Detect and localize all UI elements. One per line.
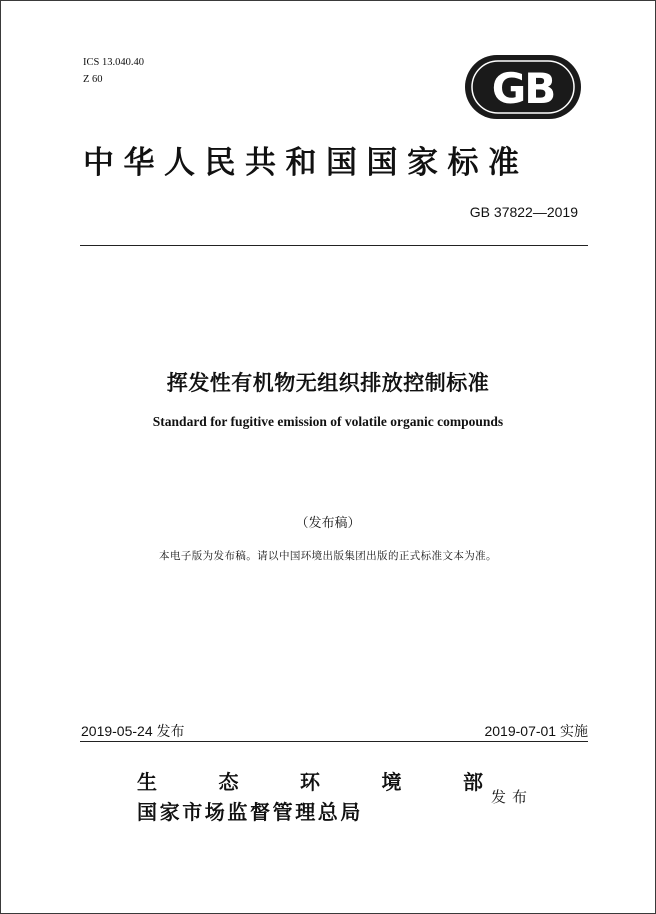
issuing-authorities (137, 767, 483, 827)
implementation-date (484, 721, 588, 741)
issuer-char: 生 (137, 770, 157, 794)
publish-label: 发布 (491, 788, 534, 806)
header-divider (80, 245, 588, 246)
ics-code: ICS 13.040.40 (83, 57, 144, 68)
issuer-char: 境 (381, 770, 402, 794)
publish-date-value: 2019-05-24 (81, 723, 153, 739)
standard-title-cn: 挥发性有机物无组织排放控制标准 (166, 371, 490, 395)
ccs-code: Z 60 (83, 74, 103, 85)
issuer-market-regulation: 国家市场监督管理总局 (137, 800, 363, 824)
issuer-char: 态 (218, 770, 239, 794)
publish-date (81, 721, 185, 741)
standard-number: GB 37822—2019 (469, 204, 578, 220)
gb-logo-text: GB (491, 64, 555, 113)
standard-title-en: Standard for fugitive emission of volatile organic compounds (152, 414, 504, 429)
issuer-char: 环 (300, 770, 320, 794)
issuer-ministry-ecology-environment (137, 767, 483, 797)
issuer-char: 部 (463, 770, 483, 794)
national-standard-title: 中华人民共和国国家标准 (83, 145, 529, 181)
implementation-date-value: 2019-07-01 (484, 723, 557, 739)
implementation-date-label: 实施 (560, 724, 588, 740)
footer-divider (80, 741, 588, 742)
publish-date-label: 发布 (156, 724, 185, 740)
edition-notice: 本电子版为发布稿。请以中国环境出版集团出版的正式标准文本为准。 (159, 550, 497, 562)
classification-codes (83, 54, 144, 88)
draft-label: （发布稿） (295, 516, 361, 531)
gb-logo (462, 53, 584, 121)
